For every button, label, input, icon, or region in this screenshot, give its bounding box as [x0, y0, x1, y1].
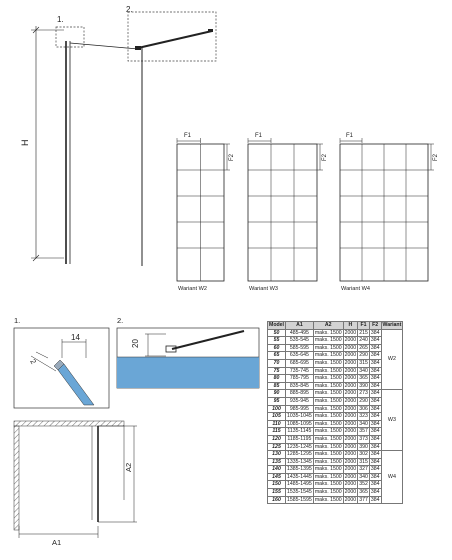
table-cell: maks. 1500 — [314, 397, 342, 404]
table-cell: 1385-1395 — [287, 466, 312, 473]
detail-1-width: 14 — [71, 333, 80, 342]
detail-1 — [14, 316, 109, 408]
table-cell: 75 — [268, 367, 286, 375]
table-cell: maks. 1500 — [314, 466, 342, 473]
table-cell: 95 — [268, 397, 286, 405]
table-cell: 2000 — [344, 496, 357, 503]
table-cell: 384 — [370, 413, 380, 420]
table-cell: 150 — [268, 481, 286, 489]
table-row — [268, 390, 403, 398]
plan-wall-hatch-left — [14, 426, 19, 530]
table-cell: 70 — [268, 359, 286, 367]
variant-cell: W3 — [381, 390, 403, 451]
table-cell: 1335-1345 — [287, 458, 312, 465]
table-cell: 390 — [359, 443, 368, 450]
col-header-a1: A1 — [286, 322, 314, 330]
table-cell: maks. 1500 — [314, 420, 342, 427]
detail-1-glass-thickness: 2 — [28, 357, 39, 366]
table-cell: 1185-1195 — [287, 435, 312, 442]
table-cell: 2000 — [344, 405, 357, 412]
table-cell: 315 — [359, 359, 368, 366]
table-cell: 105 — [268, 413, 286, 421]
table-cell: 110 — [268, 420, 286, 428]
table-cell: 2000 — [344, 451, 357, 458]
table-cell: maks. 1500 — [314, 375, 342, 382]
table-cell: 2000 — [344, 489, 357, 496]
table-body — [268, 329, 403, 504]
callout-2-box — [128, 12, 216, 61]
table-cell: maks. 1500 — [314, 359, 342, 366]
table-cell: maks. 1500 — [314, 329, 342, 336]
table-cell: 384 — [370, 359, 380, 366]
w4-name: Wariant W4 — [341, 286, 371, 292]
table-cell: 135 — [268, 458, 286, 466]
table-cell: 365 — [359, 375, 368, 382]
detail-2-height: 20 — [131, 339, 140, 348]
height-label: H — [20, 139, 30, 146]
plan-view — [14, 421, 137, 547]
table-cell: 1035-1045 — [287, 413, 312, 420]
table-cell: 384 — [370, 451, 380, 458]
col-header-variant: Wariant — [382, 322, 402, 328]
table-cell: 1235-1245 — [287, 443, 312, 450]
table-cell: 635-645 — [286, 352, 314, 360]
w4-f1-label: F1 — [346, 133, 354, 139]
w3-f1-label: F1 — [255, 133, 263, 139]
table-cell: 145 — [268, 473, 286, 481]
detail-2-label: 2. — [117, 316, 124, 325]
table-cell: 2000 — [344, 352, 357, 359]
callout-2-number: 2. — [126, 5, 133, 14]
table-cell: 2000 — [344, 337, 357, 344]
stabilizer-bar — [138, 31, 212, 48]
w2-name: Wariant W2 — [178, 286, 208, 292]
table-cell: 100 — [268, 405, 286, 413]
plan-a2-label: A2 — [124, 462, 133, 472]
table-cell: 1585-1595 — [287, 496, 312, 503]
table-cell: 115 — [268, 428, 286, 436]
table-cell: maks. 1500 — [314, 367, 342, 374]
variant-w4 — [340, 133, 439, 292]
table-cell: maks. 1500 — [314, 458, 342, 465]
table-cell: maks. 1500 — [314, 496, 342, 503]
table-cell: 2000 — [344, 443, 357, 450]
table-cell: maks. 1500 — [314, 473, 342, 480]
table-cell: 327 — [359, 466, 368, 473]
table-cell: 340 — [359, 473, 368, 480]
table-cell: 785-795 — [286, 375, 314, 383]
table-cell: 302 — [359, 451, 368, 458]
table-cell: 2000 — [344, 420, 357, 427]
table-cell: 885-895 — [286, 390, 314, 398]
table-cell: maks. 1500 — [314, 481, 342, 488]
table-cell: 1435-1445 — [287, 473, 312, 480]
w2-f1-label: F1 — [184, 133, 192, 139]
col-header-h: H — [343, 322, 358, 330]
table-cell: 290 — [359, 397, 368, 404]
w2-f2-label: F2 — [229, 153, 235, 161]
table-cell: 290 — [359, 352, 368, 359]
table-cell: 323 — [359, 413, 368, 420]
table-cell: 2000 — [344, 329, 357, 336]
table-cell: 160 — [268, 496, 286, 504]
table-cell: 384 — [370, 466, 380, 473]
table-cell: maks. 1500 — [314, 451, 342, 458]
variant-w2 — [177, 133, 235, 292]
table-cell: 2000 — [344, 428, 357, 435]
table-cell: 384 — [370, 420, 380, 427]
table-cell: 80 — [268, 375, 286, 383]
table-cell: 585-595 — [286, 344, 314, 352]
table-cell: 1135-1145 — [287, 428, 312, 435]
table-cell: 90 — [268, 390, 286, 398]
dimensions-table — [267, 321, 403, 504]
col-header-f2: F2 — [369, 322, 381, 330]
table-cell: 535-545 — [286, 337, 314, 345]
table-cell: maks. 1500 — [314, 337, 342, 344]
table-cell: 2000 — [344, 375, 357, 382]
table-cell: 384 — [370, 405, 380, 412]
table-cell: maks. 1500 — [314, 352, 342, 359]
plan-wall-hatch-top — [14, 421, 124, 426]
table-cell: 384 — [370, 344, 380, 351]
table-cell: maks. 1500 — [314, 382, 342, 389]
table-cell: 384 — [370, 375, 380, 382]
col-header-f1: F1 — [358, 322, 370, 330]
table-cell: 315 — [359, 458, 368, 465]
table-cell: maks. 1500 — [314, 489, 342, 496]
table-cell: maks. 1500 — [314, 435, 342, 442]
variant-cell: W2 — [381, 329, 403, 390]
table-cell: 120 — [268, 435, 286, 443]
table-cell: 985-995 — [286, 405, 314, 413]
table-cell: 384 — [370, 397, 380, 404]
table-cell: 2000 — [344, 413, 357, 420]
table-cell: 384 — [370, 458, 380, 465]
detail-2-glass — [117, 357, 259, 388]
table-cell: 384 — [370, 367, 380, 374]
table-cell: 140 — [268, 466, 286, 474]
w3-f2-label: F2 — [322, 153, 328, 161]
col-header-a2: A2 — [313, 322, 343, 330]
table-cell: 2000 — [344, 359, 357, 366]
table-cell: 384 — [370, 489, 380, 496]
detail-1-glass — [58, 364, 94, 405]
plan-a1-label: A1 — [52, 538, 62, 547]
w3-name: Wariant W3 — [249, 286, 279, 292]
table-cell: 306 — [359, 405, 368, 412]
table-cell: 357 — [359, 428, 368, 435]
table-header-row — [268, 322, 403, 330]
variant-cell: W4 — [381, 451, 403, 504]
table-cell: 384 — [370, 496, 380, 503]
table-cell: 1535-1545 — [287, 489, 312, 496]
table-cell: 384 — [370, 428, 380, 435]
table-cell: 373 — [359, 435, 368, 442]
table-cell: 85 — [268, 382, 286, 390]
table-cell: 685-695 — [286, 359, 314, 367]
table-cell: 265 — [359, 344, 368, 351]
table-cell: 384 — [370, 435, 380, 442]
table-cell: 390 — [359, 382, 368, 389]
table-cell: 2000 — [344, 344, 357, 351]
table-cell: 384 — [370, 481, 380, 488]
table-cell: 384 — [370, 443, 380, 450]
callout-1-number: 1. — [57, 15, 64, 24]
variant-w3 — [248, 133, 328, 292]
table-cell: 65 — [268, 352, 286, 360]
table-cell: maks. 1500 — [314, 390, 342, 397]
table-cell: 50 — [268, 329, 286, 337]
table-cell: 735-745 — [286, 367, 314, 375]
table-cell: 2000 — [344, 466, 357, 473]
table-row — [268, 329, 403, 337]
table-cell: 2000 — [344, 435, 357, 442]
table-cell: 1085-1095 — [287, 420, 312, 427]
col-header-model: Model — [269, 322, 284, 328]
table-cell: 365 — [359, 489, 368, 496]
table-cell: maks. 1500 — [314, 413, 342, 420]
table-cell: 2000 — [344, 390, 357, 397]
table-cell: 340 — [359, 367, 368, 374]
table-cell: 1285-1295 — [287, 451, 312, 458]
table-cell: 384 — [370, 329, 380, 336]
table-cell: 60 — [268, 344, 286, 352]
table-cell: 835-845 — [286, 382, 314, 390]
table-cell: maks. 1500 — [314, 443, 342, 450]
table-cell: 384 — [370, 382, 380, 389]
table-cell: 377 — [359, 496, 368, 503]
table-row — [268, 451, 403, 459]
table-cell: 2000 — [344, 397, 357, 404]
table-cell: 155 — [268, 489, 286, 497]
table-cell: 2000 — [344, 458, 357, 465]
detail-1-label: 1. — [14, 316, 21, 325]
table-cell: 125 — [268, 443, 286, 451]
table-cell: 2000 — [344, 473, 357, 480]
table-cell: 1485-1495 — [287, 481, 312, 488]
table-cell: 352 — [359, 481, 368, 488]
table-cell: 240 — [359, 337, 368, 344]
table-cell: 2000 — [344, 481, 357, 488]
table-cell: 340 — [359, 420, 368, 427]
table-cell: 384 — [370, 337, 380, 344]
table-cell: 55 — [268, 337, 286, 345]
table-cell: 485-495 — [286, 329, 314, 337]
table-cell: 130 — [268, 451, 286, 459]
table-cell: 215 — [359, 329, 368, 336]
table-cell: maks. 1500 — [314, 428, 342, 435]
detail-2 — [117, 316, 259, 388]
table-cell: 2000 — [344, 382, 357, 389]
table-cell: maks. 1500 — [314, 344, 342, 351]
table-cell: 273 — [359, 390, 368, 397]
table-cell: 384 — [370, 473, 380, 480]
table-cell: 935-945 — [286, 397, 314, 405]
w4-f2-label: F2 — [433, 153, 439, 161]
table-cell: 384 — [370, 390, 380, 397]
table-cell: 384 — [370, 352, 380, 359]
table-cell: 2000 — [344, 367, 357, 374]
table-cell: maks. 1500 — [314, 405, 342, 412]
